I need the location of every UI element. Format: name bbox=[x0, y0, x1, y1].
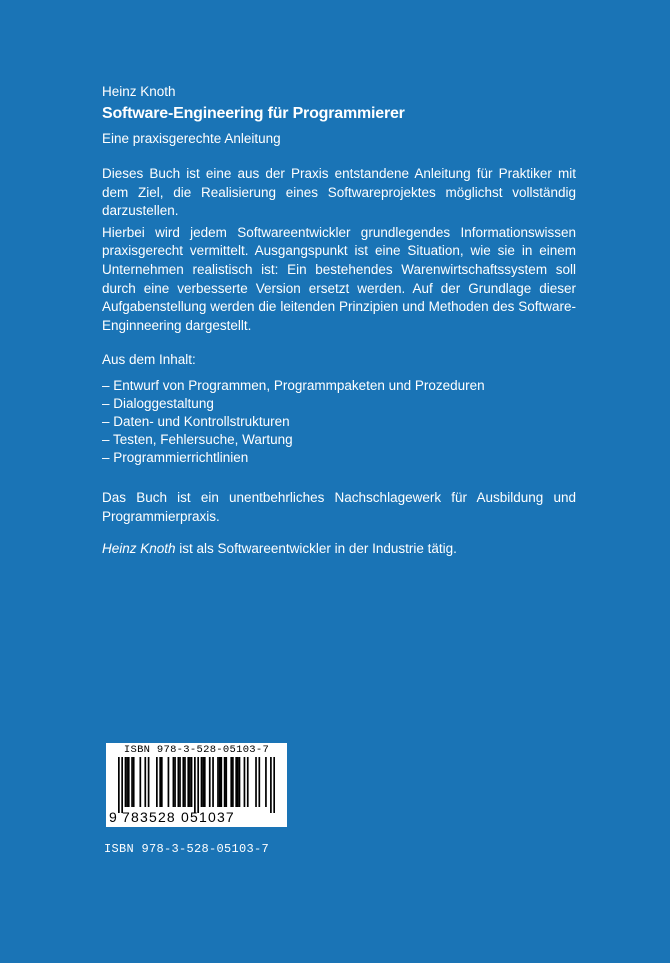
book-subtitle: Eine praxisgerechte Anleitung bbox=[102, 131, 281, 146]
barcode-bar bbox=[191, 757, 193, 807]
contents-heading: Aus dem Inhalt: bbox=[102, 352, 196, 368]
barcode-bar bbox=[273, 757, 275, 813]
barcode-bar bbox=[235, 757, 237, 807]
barcode-bar bbox=[270, 757, 272, 813]
contents-list bbox=[102, 377, 576, 467]
barcode-bar bbox=[225, 757, 227, 807]
barcode-bar bbox=[148, 757, 150, 807]
barcode-bar bbox=[232, 757, 234, 807]
barcode-bars bbox=[118, 757, 275, 813]
barcode-bar bbox=[220, 757, 222, 807]
barcode-bar bbox=[139, 757, 141, 807]
barcode-first-digit: 9 bbox=[109, 809, 118, 825]
cover-text bbox=[102, 83, 576, 559]
barcode-bar bbox=[209, 757, 211, 807]
barcode-bar bbox=[179, 757, 181, 807]
barcode-digit-groups: 783528 051037 bbox=[122, 809, 235, 825]
barcode bbox=[106, 743, 287, 827]
barcode-bar bbox=[159, 757, 161, 807]
barcode-bar bbox=[217, 757, 219, 807]
barcode-bar bbox=[133, 757, 135, 807]
barcode-bar bbox=[125, 757, 127, 807]
barcode-bar bbox=[182, 757, 184, 807]
closing-paragraph: Das Buch ist ein unentbehrliches Nachschlagewerk für Ausbildung und Programmierpraxis. bbox=[102, 489, 576, 524]
author-bio bbox=[102, 540, 576, 559]
barcode-bar bbox=[212, 757, 214, 807]
barcode-bar bbox=[168, 757, 170, 807]
barcode-bar bbox=[202, 757, 204, 807]
barcode-bar bbox=[131, 757, 133, 807]
barcode-bar bbox=[128, 757, 130, 807]
barcode-bar bbox=[258, 757, 260, 807]
barcode-bar bbox=[189, 757, 191, 807]
barcode-bar bbox=[173, 757, 175, 807]
barcode-bar bbox=[187, 757, 189, 807]
barcode-bar bbox=[194, 757, 196, 813]
barcode-bar bbox=[177, 757, 179, 807]
barcode-bar bbox=[219, 757, 221, 807]
barcode-bar bbox=[184, 757, 186, 807]
author-bio-text: ist als Softwareentwickler in der Industrie tätig. bbox=[175, 541, 457, 557]
description-paragraph-2: Hierbei wird jedem Softwareentwickler grundlegendes Informationswissen praxisgerecht vermittelt. Ausgangspunkt ist eine Situation, wie sie in einem Unternehmen realistisch ist: Ein bestehendes Warenwirtschaftssystem soll durch eine verbesserte Version ersetzt werden. Auf der Grundlage dieser Aufgabenstellung werden die leitenden Prinzipien und Methoden des Software-Enginneering dargestellt. bbox=[102, 224, 576, 333]
barcode-bar bbox=[239, 757, 241, 807]
author-bio-name: Heinz Knoth bbox=[102, 541, 176, 557]
barcode-bar bbox=[244, 757, 246, 807]
list-item: – Entwurf von Programmen, Programmpaketen und Prozeduren bbox=[102, 377, 485, 393]
barcode-bar bbox=[161, 757, 163, 807]
barcode-bar bbox=[204, 757, 206, 807]
isbn-number: ISBN 978-3-528-05103-7 bbox=[104, 842, 270, 856]
barcode-bar bbox=[265, 757, 267, 807]
list-item: – Dialoggestaltung bbox=[102, 395, 214, 411]
author-name: Heinz Knoth bbox=[102, 84, 176, 99]
barcode-bar bbox=[255, 757, 257, 807]
barcode-bar bbox=[144, 757, 146, 807]
barcode-bar bbox=[247, 757, 249, 807]
list-item: – Testen, Fehlersuche, Wartung bbox=[102, 431, 293, 447]
barcode-bar bbox=[230, 757, 232, 807]
list-item: – Programmierrichtlinien bbox=[102, 449, 249, 465]
list-item: – Daten- und Kontrollstrukturen bbox=[102, 413, 290, 429]
barcode-bar bbox=[121, 757, 123, 813]
barcode-bar bbox=[126, 757, 128, 807]
barcode-bar bbox=[174, 757, 176, 807]
barcode-bar bbox=[237, 757, 239, 807]
book-title: Software-Engineering für Programmierer bbox=[102, 105, 405, 122]
barcode-bar bbox=[118, 757, 120, 813]
barcode-isbn-label: ISBN 978-3-528-05103-7 bbox=[123, 744, 270, 756]
barcode-bar bbox=[224, 757, 226, 807]
barcode-bar bbox=[156, 757, 158, 807]
barcode-bar bbox=[201, 757, 203, 807]
description-paragraph-1: Dieses Buch ist eine aus der Praxis entstandene Anleitung für Praktiker mit dem Ziel, die Realisierung eines Softwareprojektes möglichst vollständig darzustellen. bbox=[102, 166, 576, 219]
barcode-bar bbox=[197, 757, 199, 813]
